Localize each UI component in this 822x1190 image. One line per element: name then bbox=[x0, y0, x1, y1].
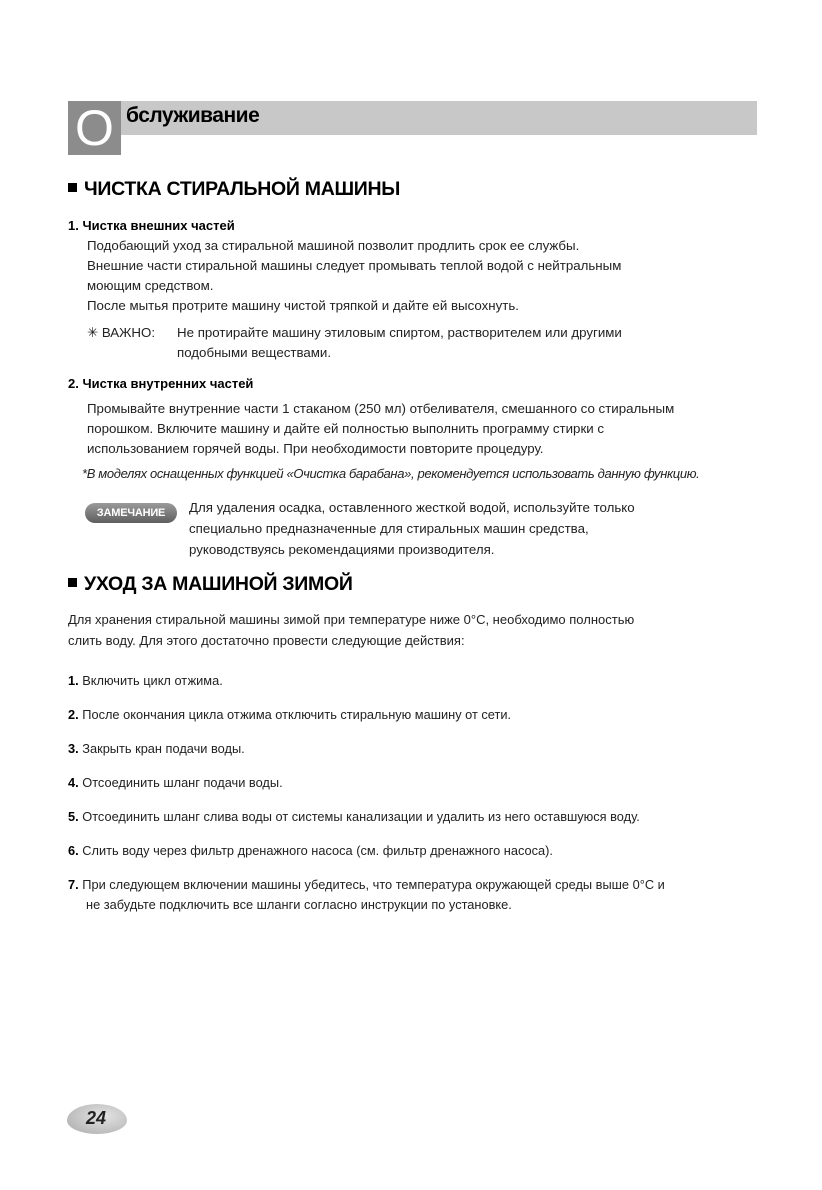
list-item bbox=[68, 705, 511, 725]
step-number: 6. bbox=[68, 843, 79, 858]
important-label: ✳ ВАЖНО: bbox=[87, 325, 156, 340]
header-initial-letter: O bbox=[68, 101, 121, 155]
section-title-text: ЧИСТКА СТИРАЛЬНОЙ МАШИНЫ bbox=[84, 178, 401, 200]
text-line: После мытья протрите машину чистой тряпкой и дайте ей высохнуть. bbox=[87, 298, 519, 313]
step-text: После окончания цикла отжима отключить стиральную машину от сети. bbox=[82, 707, 512, 722]
winter-intro-text bbox=[68, 609, 634, 651]
text-line: Внешние части стиральной машины следует промывать теплой водой с нейтральным bbox=[87, 258, 622, 273]
section-title-text: УХОД ЗА МАШИНОЙ ЗИМОЙ bbox=[84, 573, 353, 595]
text-line: Не протирайте машину этиловым спиртом, растворителем или другими bbox=[177, 325, 622, 340]
external-cleaning-text bbox=[87, 236, 621, 316]
list-item bbox=[68, 773, 283, 793]
text-line: использованием горячей воды. При необходимости повторите процедуру. bbox=[87, 441, 544, 456]
step-text-continued: не забудьте подключить все шланги согласно инструкции по установке. bbox=[86, 897, 512, 912]
text-line: Для удаления осадка, оставленного жесткой водой, используйте только bbox=[189, 500, 635, 515]
step-number: 7. bbox=[68, 877, 79, 892]
list-item bbox=[68, 875, 665, 915]
step-number: 3. bbox=[68, 741, 79, 756]
step-text: Закрыть кран подачи воды. bbox=[82, 741, 245, 756]
square-bullet-icon bbox=[68, 183, 77, 192]
page-number: 24 bbox=[86, 1108, 107, 1128]
step-text: При следующем включении машины убедитесь, что температура окружающей среды выше 0°С и bbox=[82, 877, 665, 892]
step-text: Отсоединить шланг подачи воды. bbox=[82, 775, 283, 790]
step-text: Включить цикл отжима. bbox=[82, 673, 223, 688]
square-bullet-icon bbox=[68, 578, 77, 587]
step-text: Отсоединить шланг слива воды от системы канализации и удалить из него оставшуюся воду. bbox=[82, 809, 640, 824]
list-item bbox=[68, 739, 245, 759]
note-text bbox=[189, 497, 635, 560]
text-line: подобными веществами. bbox=[177, 345, 332, 360]
italic-footnote: *В моделях оснащенных функцией «Очистка барабана», рекомендуется использовать данную функцию. bbox=[82, 466, 700, 481]
section-title-winter bbox=[68, 573, 353, 596]
step-number: 2. bbox=[68, 707, 79, 722]
subtitle-external-cleaning: 1. Чистка внешних частей bbox=[68, 218, 235, 233]
list-item bbox=[68, 671, 223, 691]
step-number: 5. bbox=[68, 809, 79, 824]
text-line: Промывайте внутренние части 1 стаканом (250 мл) отбеливателя, смешанного со стиральным bbox=[87, 401, 675, 416]
text-line: Для хранения стиральной машины зимой при температуре ниже 0°С, необходимо полностью bbox=[68, 612, 635, 627]
step-number: 1. bbox=[68, 673, 79, 688]
important-text bbox=[177, 323, 622, 363]
step-text: Слить воду через фильтр дренажного насоса (см. фильтр дренажного насоса). bbox=[82, 843, 553, 858]
text-line: слить воду. Для этого достаточно провести следующие действия: bbox=[68, 633, 465, 648]
text-line: порошком. Включите машину и дайте ей полностью выполнить программу стирки с bbox=[87, 421, 605, 436]
text-line: Подобающий уход за стиральной машиной позволит продлить срок ее службы. bbox=[87, 238, 580, 253]
internal-cleaning-text bbox=[87, 399, 674, 459]
note-badge: ЗАМЕЧАНИЕ bbox=[85, 503, 177, 523]
page-title: бслуживание bbox=[126, 104, 260, 127]
step-number: 4. bbox=[68, 775, 79, 790]
subtitle-internal-cleaning: 2. Чистка внутренних частей bbox=[68, 376, 254, 391]
section-title-cleaning bbox=[68, 178, 400, 201]
text-line: моющим средством. bbox=[87, 278, 214, 293]
text-line: специально предназначенные для стиральных машин средства, bbox=[189, 521, 589, 536]
list-item bbox=[68, 807, 640, 827]
text-line: руководствуясь рекомендациями производителя. bbox=[189, 542, 495, 557]
list-item bbox=[68, 841, 553, 861]
